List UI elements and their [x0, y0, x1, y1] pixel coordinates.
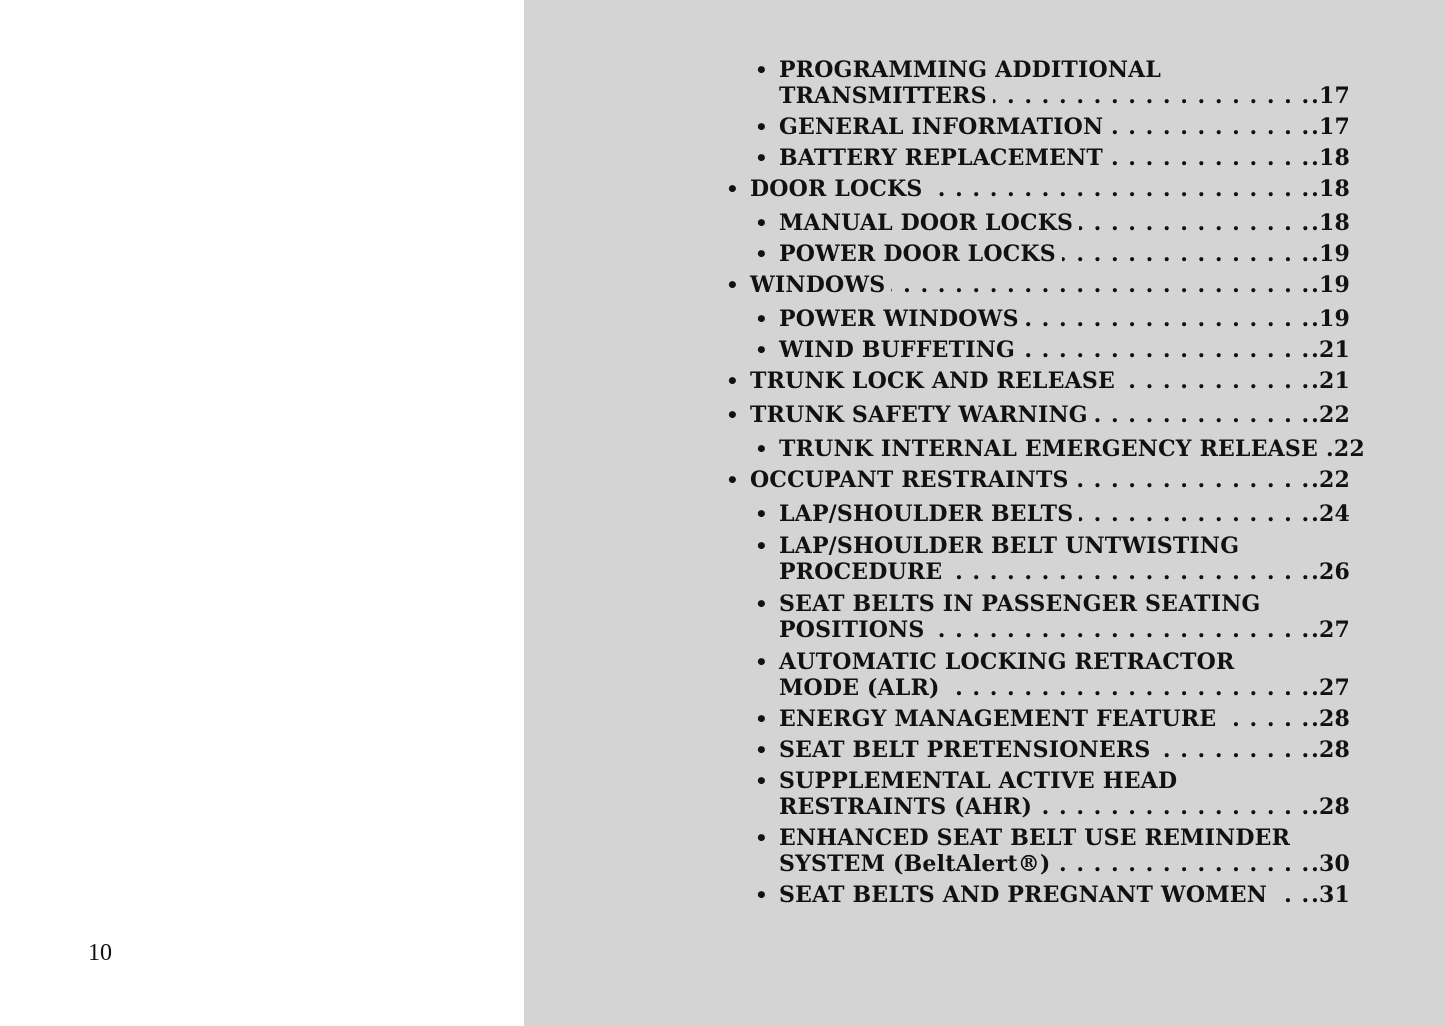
toc-entry-page: .18 [1311, 176, 1350, 202]
bullet-icon: • [755, 502, 768, 526]
toc-entry-title-line: SUPPLEMENTAL ACTIVE HEAD [779, 768, 1178, 794]
toc-entry-title-line: SEAT BELTS IN PASSENGER SEATING [779, 591, 1261, 617]
dot-leader [1079, 210, 1309, 236]
toc-entry[interactable] [720, 706, 1350, 732]
toc-entry[interactable] [720, 737, 1350, 763]
toc-entry-title-line: LAP/SHOULDER BELT UNTWISTING [779, 533, 1240, 559]
toc-entry[interactable] [720, 882, 1350, 908]
toc-entry-leader-line [779, 501, 1350, 527]
dot-leader [1062, 241, 1309, 267]
dot-leader [1222, 706, 1309, 732]
toc-entry-page: .22 [1311, 402, 1350, 428]
toc-entry-title-line: AUTOMATIC LOCKING RETRACTOR [779, 649, 1235, 675]
toc-entry-page: .18 [1311, 210, 1350, 236]
toc-entry-leader-line [779, 737, 1350, 763]
toc-entry-title: MODE (ALR) [779, 675, 940, 701]
toc-entry-leader-line [779, 882, 1350, 908]
toc-entry[interactable] [720, 436, 1365, 462]
bullet-icon: • [726, 273, 739, 297]
dot-leader [1025, 306, 1309, 332]
toc-entry-leader-line [750, 368, 1350, 394]
toc-entry-leader-line [779, 794, 1350, 820]
toc-entry-title: LAP/SHOULDER BELTS [779, 501, 1074, 527]
toc-entry-title: SEAT BELT PRETENSIONERS [779, 737, 1151, 763]
toc-entry-title: WINDOWS [750, 272, 886, 298]
toc-entry-page: .17 [1311, 83, 1350, 109]
toc-entry-leader-line [750, 402, 1350, 428]
toc-entry[interactable] [720, 210, 1350, 236]
toc-entry-leader-line [750, 176, 1350, 202]
dot-leader [1094, 402, 1309, 428]
dot-leader [891, 272, 1309, 298]
toc-entry-leader-line [779, 83, 1350, 109]
toc-entry-title: POSITIONS [779, 617, 925, 643]
toc-entry-title: RESTRAINTS (AHR) [779, 794, 1033, 820]
toc-entry[interactable] [720, 145, 1350, 171]
dot-leader [1109, 145, 1309, 171]
toc-entry-page: .27 [1311, 675, 1350, 701]
toc-entry[interactable] [720, 533, 1350, 585]
dot-leader [1075, 467, 1309, 493]
toc-entry[interactable] [720, 402, 1350, 428]
toc-entry-leader-line [779, 851, 1350, 877]
toc-entry-leader-line [779, 436, 1365, 462]
bullet-icon: • [755, 307, 768, 331]
bullet-icon: • [755, 769, 768, 793]
toc-entry-title: ENERGY MANAGEMENT FEATURE [779, 706, 1217, 732]
toc-entry[interactable] [720, 825, 1350, 877]
bullet-icon: • [755, 211, 768, 235]
toc-entry-title: PROCEDURE [779, 559, 943, 585]
table-of-contents [720, 57, 1365, 908]
toc-entry-title-line: PROGRAMMING ADDITIONAL [779, 57, 1162, 83]
bullet-icon: • [755, 58, 768, 82]
toc-entry-page: .18 [1311, 145, 1350, 171]
toc-entry-title: DOOR LOCKS [750, 176, 923, 202]
dot-leader [1079, 501, 1309, 527]
bullet-icon: • [755, 115, 768, 139]
toc-entry[interactable] [720, 591, 1350, 643]
toc-entry-page: .21 [1311, 368, 1350, 394]
toc-entry[interactable] [720, 337, 1350, 363]
toc-entry-leader-line [779, 241, 1350, 267]
toc-entry-leader-line [779, 114, 1350, 140]
bullet-icon: • [755, 738, 768, 762]
bullet-icon: • [726, 177, 739, 201]
toc-entry-page: .21 [1311, 337, 1350, 363]
dot-leader [1273, 882, 1309, 908]
toc-entry-leader-line [779, 145, 1350, 171]
toc-entry-title: OCCUPANT RESTRAINTS [750, 467, 1069, 493]
toc-entry[interactable] [720, 241, 1350, 267]
bullet-icon: • [755, 534, 768, 558]
bullet-icon: • [755, 707, 768, 731]
toc-entry-page: .19 [1311, 306, 1350, 332]
dot-leader [929, 176, 1310, 202]
toc-entry[interactable] [720, 649, 1350, 701]
toc-entry-leader-line [779, 675, 1350, 701]
dot-leader [1038, 794, 1309, 820]
dot-leader [1057, 851, 1310, 877]
toc-entry-title: MANUAL DOOR LOCKS [779, 210, 1074, 236]
bullet-icon: • [755, 826, 768, 850]
toc-entry-title: POWER DOOR LOCKS [779, 241, 1056, 267]
toc-entry-leader-line [779, 706, 1350, 732]
dot-leader [1156, 737, 1309, 763]
dot-leader [993, 83, 1309, 109]
toc-entry[interactable] [720, 768, 1350, 820]
bullet-icon: • [755, 338, 768, 362]
toc-entry-title: WIND BUFFETING [779, 337, 1015, 363]
bullet-icon: • [726, 468, 739, 492]
toc-entry-leader-line [750, 272, 1350, 298]
toc-entry-page: .22 [1311, 467, 1350, 493]
toc-entry-page: .24 [1311, 501, 1350, 527]
bullet-icon: • [755, 592, 768, 616]
toc-entry-title: SYSTEM (BeltAlert®) [779, 851, 1051, 877]
dot-leader [946, 675, 1309, 701]
toc-entry-page: .30 [1311, 851, 1350, 877]
toc-entry-title: POWER WINDOWS [779, 306, 1019, 332]
toc-entry-title: GENERAL INFORMATION [779, 114, 1104, 140]
bullet-icon: • [755, 242, 768, 266]
toc-entry-leader-line [779, 337, 1350, 363]
left-page [0, 0, 524, 1026]
toc-entry-leader-line [779, 210, 1350, 236]
toc-entry-page: .28 [1311, 737, 1350, 763]
bullet-icon: • [755, 146, 768, 170]
toc-entry[interactable] [720, 368, 1350, 394]
dot-leader [1021, 337, 1309, 363]
toc-entry[interactable] [720, 176, 1350, 202]
dot-leader [948, 559, 1309, 585]
toc-entry-title: TRUNK SAFETY WARNING [750, 402, 1088, 428]
toc-entry[interactable] [720, 272, 1350, 298]
page-number: 10 [88, 940, 112, 966]
toc-entry-title: TRUNK INTERNAL EMERGENCY RELEASE [779, 436, 1318, 462]
bullet-icon: • [726, 403, 739, 427]
toc-entry-title: TRANSMITTERS [779, 83, 987, 109]
toc-entry-title-line: ENHANCED SEAT BELT USE REMINDER [779, 825, 1291, 851]
toc-entry-page: .19 [1311, 241, 1350, 267]
toc-entry-page: .28 [1311, 794, 1350, 820]
toc-entry-page: .22 [1326, 436, 1365, 462]
toc-entry-page: .19 [1311, 272, 1350, 298]
bullet-icon: • [726, 369, 739, 393]
toc-entry[interactable] [720, 57, 1350, 109]
toc-entry-leader-line [779, 617, 1350, 643]
toc-entry[interactable] [720, 501, 1350, 527]
toc-entry-title: BATTERY REPLACEMENT [779, 145, 1103, 171]
toc-entry-leader-line [779, 559, 1350, 585]
bullet-icon: • [755, 437, 768, 461]
toc-entry-page: .17 [1311, 114, 1350, 140]
toc-entry-leader-line [779, 306, 1350, 332]
toc-entry-leader-line [750, 467, 1350, 493]
toc-entry-title: TRUNK LOCK AND RELEASE [750, 368, 1115, 394]
toc-entry-page: .31 [1311, 882, 1350, 908]
toc-entry-page: .27 [1311, 617, 1350, 643]
bullet-icon: • [755, 650, 768, 674]
dot-leader [1121, 368, 1309, 394]
right-page [524, 0, 1445, 1026]
toc-entry-page: .26 [1311, 559, 1350, 585]
toc-entry[interactable] [720, 306, 1350, 332]
toc-entry[interactable] [720, 467, 1350, 493]
bullet-icon: • [755, 883, 768, 907]
dot-leader [931, 617, 1310, 643]
toc-entry-page: .28 [1311, 706, 1350, 732]
toc-entry[interactable] [720, 114, 1350, 140]
toc-entry-title: SEAT BELTS AND PREGNANT WOMEN [779, 882, 1268, 908]
dot-leader [1109, 114, 1309, 140]
